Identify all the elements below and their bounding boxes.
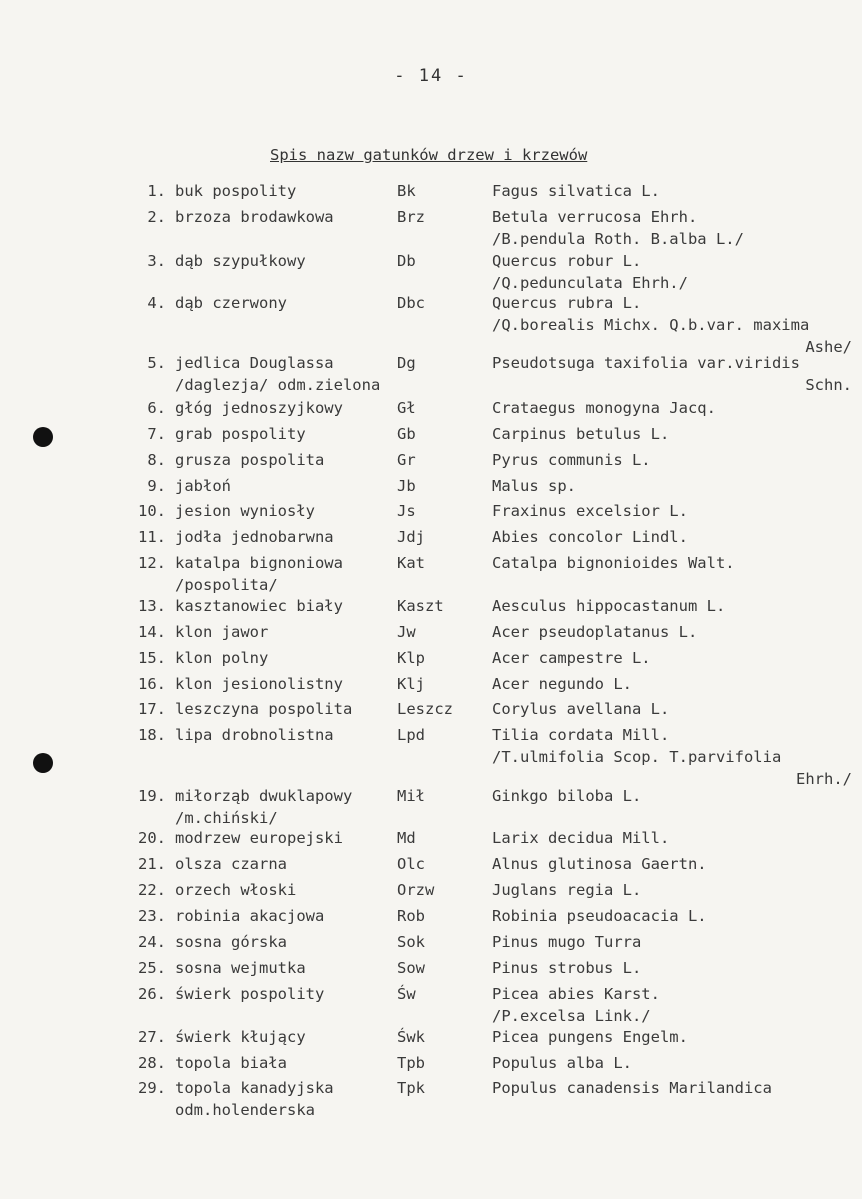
- latin-name: [492, 827, 852, 849]
- polish-name: [175, 724, 334, 746]
- latin-name-line: Populus alba L.: [492, 1054, 632, 1072]
- polish-name: [175, 449, 324, 471]
- latin-name-line: Crataegus monogyna Jacq.: [492, 399, 716, 417]
- latin-name-line: Aesculus hippocastanum L.: [492, 597, 726, 615]
- latin-name-line: Quercus rubra L.: [492, 294, 642, 312]
- latin-name: [492, 397, 852, 419]
- item-number: 11.: [138, 528, 166, 546]
- polish-name-line: świerk kłujący: [175, 1028, 306, 1046]
- item-number: 6.: [147, 399, 166, 417]
- polish-name-line: /pospolita/: [175, 576, 278, 594]
- abbreviation: Olc: [397, 855, 425, 873]
- latin-name-line: /P.excelsa Link./: [492, 1007, 651, 1025]
- polish-name: [175, 931, 287, 953]
- latin-name: [492, 180, 852, 202]
- polish-name-line: modrzew europejski: [175, 829, 343, 847]
- item-number: 29.: [138, 1079, 166, 1097]
- polish-name-line: olsza czarna: [175, 855, 287, 873]
- abbreviation: Klp: [397, 649, 425, 667]
- abbreviation: Tpk: [397, 1079, 425, 1097]
- abbreviation: Sow: [397, 959, 425, 977]
- abbreviation: Jdj: [397, 528, 425, 546]
- polish-name: [175, 352, 380, 396]
- polish-name-line: buk pospolity: [175, 182, 297, 200]
- abbreviation: Kat: [397, 554, 425, 572]
- item-number: 27.: [138, 1028, 166, 1046]
- latin-name: [492, 1052, 852, 1074]
- item-number: 20.: [138, 829, 166, 847]
- latin-name-line: Schn.: [805, 376, 852, 394]
- item-number: 21.: [138, 855, 166, 873]
- polish-name-line: leszczyna pospolita: [175, 700, 353, 718]
- latin-name-line: Fraxinus excelsior L.: [492, 502, 688, 520]
- latin-name-line: Carpinus betulus L.: [492, 425, 670, 443]
- polish-name-line: /daglezja/ odm.zielona: [175, 376, 381, 394]
- polish-name-line: sosna górska: [175, 933, 287, 951]
- polish-name-line: dąb czerwony: [175, 294, 287, 312]
- item-number: 16.: [138, 675, 166, 693]
- item-number: 4.: [147, 294, 166, 312]
- latin-name: [492, 292, 852, 358]
- polish-name-line: orzech włoski: [175, 881, 297, 899]
- polish-name-line: jesion wyniosły: [175, 502, 315, 520]
- item-number: 24.: [138, 933, 166, 951]
- abbreviation: Dbc: [397, 294, 425, 312]
- polish-name: [175, 698, 352, 720]
- latin-name: [492, 698, 852, 720]
- latin-name: [492, 1077, 852, 1099]
- polish-name: [175, 1077, 334, 1121]
- polish-name: [175, 853, 287, 875]
- latin-name-line: Tilia cordata Mill.: [492, 726, 670, 744]
- latin-name-line: Acer pseudoplatanus L.: [492, 623, 698, 641]
- latin-name-line: Juglans regia L.: [492, 881, 642, 899]
- latin-name-line: Populus canadensis Marilandica: [492, 1079, 772, 1097]
- polish-name: [175, 595, 343, 617]
- page-number: - 14 -: [394, 66, 468, 86]
- latin-name-line: Fagus silvatica L.: [492, 182, 660, 200]
- latin-name: [492, 931, 852, 953]
- polish-name: [175, 1052, 287, 1074]
- latin-name-line: Pinus strobus L.: [492, 959, 642, 977]
- polish-name: [175, 621, 268, 643]
- latin-name-line: Ginkgo biloba L.: [492, 787, 642, 805]
- latin-name-line: Acer campestre L.: [492, 649, 651, 667]
- polish-name: [175, 552, 343, 596]
- latin-name-line: /Q.borealis Michx. Q.b.var. maxima: [492, 316, 810, 334]
- abbreviation: Klj: [397, 675, 425, 693]
- polish-name: [175, 1026, 306, 1048]
- abbreviation: Orzw: [397, 881, 435, 899]
- item-number: 13.: [138, 597, 166, 615]
- latin-name-line: Corylus avellana L.: [492, 700, 670, 718]
- latin-name-line: Picea abies Karst.: [492, 985, 660, 1003]
- polish-name-line: katalpa bignoniowa: [175, 554, 343, 572]
- polish-name-line: świerk pospolity: [175, 985, 325, 1003]
- latin-name-line: Pyrus communis L.: [492, 451, 651, 469]
- polish-name-line: jedlica Douglassa: [175, 354, 334, 372]
- abbreviation: Lpd: [397, 726, 425, 744]
- item-number: 1.: [147, 182, 166, 200]
- abbreviation: Js: [397, 502, 416, 520]
- item-number: 9.: [147, 477, 166, 495]
- punch-hole: [33, 427, 53, 447]
- item-number: 19.: [138, 787, 166, 805]
- latin-name-line: /T.ulmifolia Scop. T.parvifolia: [492, 748, 782, 766]
- polish-name: [175, 250, 306, 272]
- latin-name-line: Alnus glutinosa Gaertn.: [492, 855, 707, 873]
- polish-name-line: lipa drobnolistna: [175, 726, 334, 744]
- item-number: 12.: [138, 554, 166, 572]
- abbreviation: Gb: [397, 425, 416, 443]
- polish-name: [175, 206, 334, 228]
- polish-name: [175, 957, 306, 979]
- latin-name: [492, 905, 852, 927]
- latin-name: [492, 595, 852, 617]
- latin-name: [492, 673, 852, 695]
- latin-name: [492, 526, 852, 548]
- latin-name: [492, 647, 852, 669]
- polish-name: [175, 526, 334, 548]
- item-number: 15.: [138, 649, 166, 667]
- polish-name-line: brzoza brodawkowa: [175, 208, 334, 226]
- latin-name-line: Ashe/: [805, 338, 852, 356]
- abbreviation: Rob: [397, 907, 425, 925]
- latin-name: [492, 621, 852, 643]
- punch-hole: [33, 753, 53, 773]
- abbreviation: Dg: [397, 354, 416, 372]
- latin-name-line: Ehrh./: [796, 770, 852, 788]
- abbreviation: Św: [397, 985, 416, 1003]
- latin-name: [492, 957, 852, 979]
- polish-name-line: miłorząb dwuklapowy: [175, 787, 353, 805]
- item-number: 3.: [147, 252, 166, 270]
- polish-name-line: topola biała: [175, 1054, 287, 1072]
- latin-name: [492, 206, 852, 250]
- item-number: 17.: [138, 700, 166, 718]
- abbreviation: Leszcz: [397, 700, 453, 718]
- polish-name-line: topola kanadyjska: [175, 1079, 334, 1097]
- latin-name: [492, 423, 852, 445]
- latin-name: [492, 1026, 852, 1048]
- latin-name-line: Picea pungens Engelm.: [492, 1028, 688, 1046]
- item-number: 23.: [138, 907, 166, 925]
- polish-name-line: klon jesionolistny: [175, 675, 343, 693]
- latin-name-line: Malus sp.: [492, 477, 576, 495]
- latin-name: [492, 475, 852, 497]
- polish-name-line: odm.holenderska: [175, 1101, 315, 1119]
- polish-name: [175, 647, 268, 669]
- polish-name: [175, 983, 324, 1005]
- polish-name-line: kasztanowiec biały: [175, 597, 343, 615]
- polish-name-line: sosna wejmutka: [175, 959, 306, 977]
- abbreviation: Bk: [397, 182, 416, 200]
- latin-name-line: Betula verrucosa Ehrh.: [492, 208, 698, 226]
- latin-name-line: Acer negundo L.: [492, 675, 632, 693]
- polish-name: [175, 827, 343, 849]
- polish-name: [175, 475, 231, 497]
- abbreviation: Gr: [397, 451, 416, 469]
- polish-name-line: dąb szypułkowy: [175, 252, 306, 270]
- abbreviation: Md: [397, 829, 416, 847]
- item-number: 22.: [138, 881, 166, 899]
- latin-name: [492, 250, 852, 294]
- polish-name: [175, 397, 343, 419]
- polish-name: [175, 423, 306, 445]
- item-number: 7.: [147, 425, 166, 443]
- latin-name: [492, 879, 852, 901]
- abbreviation: Sok: [397, 933, 425, 951]
- item-number: 25.: [138, 959, 166, 977]
- polish-name: [175, 785, 352, 829]
- latin-name: [492, 785, 852, 807]
- abbreviation: Brz: [397, 208, 425, 226]
- latin-name-line: Quercus robur L.: [492, 252, 642, 270]
- polish-name: [175, 905, 324, 927]
- latin-name: [492, 449, 852, 471]
- polish-name: [175, 292, 287, 314]
- polish-name-line: jodła jednobarwna: [175, 528, 334, 546]
- polish-name: [175, 500, 315, 522]
- item-number: 14.: [138, 623, 166, 641]
- abbreviation: Jw: [397, 623, 416, 641]
- latin-name: [492, 724, 852, 790]
- item-number: 8.: [147, 451, 166, 469]
- latin-name-line: Larix decidua Mill.: [492, 829, 670, 847]
- abbreviation: Śwk: [397, 1028, 425, 1046]
- latin-name-line: /Q.pedunculata Ehrh./: [492, 274, 688, 292]
- polish-name-line: grusza pospolita: [175, 451, 325, 469]
- polish-name-line: klon jawor: [175, 623, 269, 641]
- latin-name: [492, 352, 852, 396]
- abbreviation: Mił: [397, 787, 425, 805]
- polish-name-line: jabłoń: [175, 477, 231, 495]
- polish-name: [175, 879, 296, 901]
- abbreviation: Db: [397, 252, 416, 270]
- latin-name-line: Pinus mugo Turra: [492, 933, 642, 951]
- item-number: 5.: [147, 354, 166, 372]
- abbreviation: Kaszt: [397, 597, 444, 615]
- polish-name-line: robinia akacjowa: [175, 907, 325, 925]
- item-number: 2.: [147, 208, 166, 226]
- latin-name: [492, 853, 852, 875]
- abbreviation: Tpb: [397, 1054, 425, 1072]
- latin-name-line: Catalpa bignonioides Walt.: [492, 554, 735, 572]
- polish-name-line: /m.chiński/: [175, 809, 278, 827]
- item-number: 10.: [138, 502, 166, 520]
- latin-name-line: /B.pendula Roth. B.alba L./: [492, 230, 744, 248]
- abbreviation: Jb: [397, 477, 416, 495]
- latin-name: [492, 500, 852, 522]
- polish-name-line: klon polny: [175, 649, 269, 667]
- list-title: Spis nazw gatunków drzew i krzewów: [270, 146, 588, 164]
- latin-name-line: Pseudotsuga taxifolia var.viridis: [492, 354, 800, 372]
- abbreviation: Gł: [397, 399, 416, 417]
- polish-name: [175, 180, 296, 202]
- item-number: 26.: [138, 985, 166, 1003]
- item-number: 28.: [138, 1054, 166, 1072]
- latin-name-line: Abies concolor Lindl.: [492, 528, 688, 546]
- latin-name: [492, 983, 852, 1027]
- polish-name-line: grab pospolity: [175, 425, 306, 443]
- polish-name: [175, 673, 343, 695]
- item-number: 18.: [138, 726, 166, 744]
- polish-name-line: głóg jednoszyjkowy: [175, 399, 343, 417]
- latin-name: [492, 552, 852, 574]
- latin-name-line: Robinia pseudoacacia L.: [492, 907, 707, 925]
